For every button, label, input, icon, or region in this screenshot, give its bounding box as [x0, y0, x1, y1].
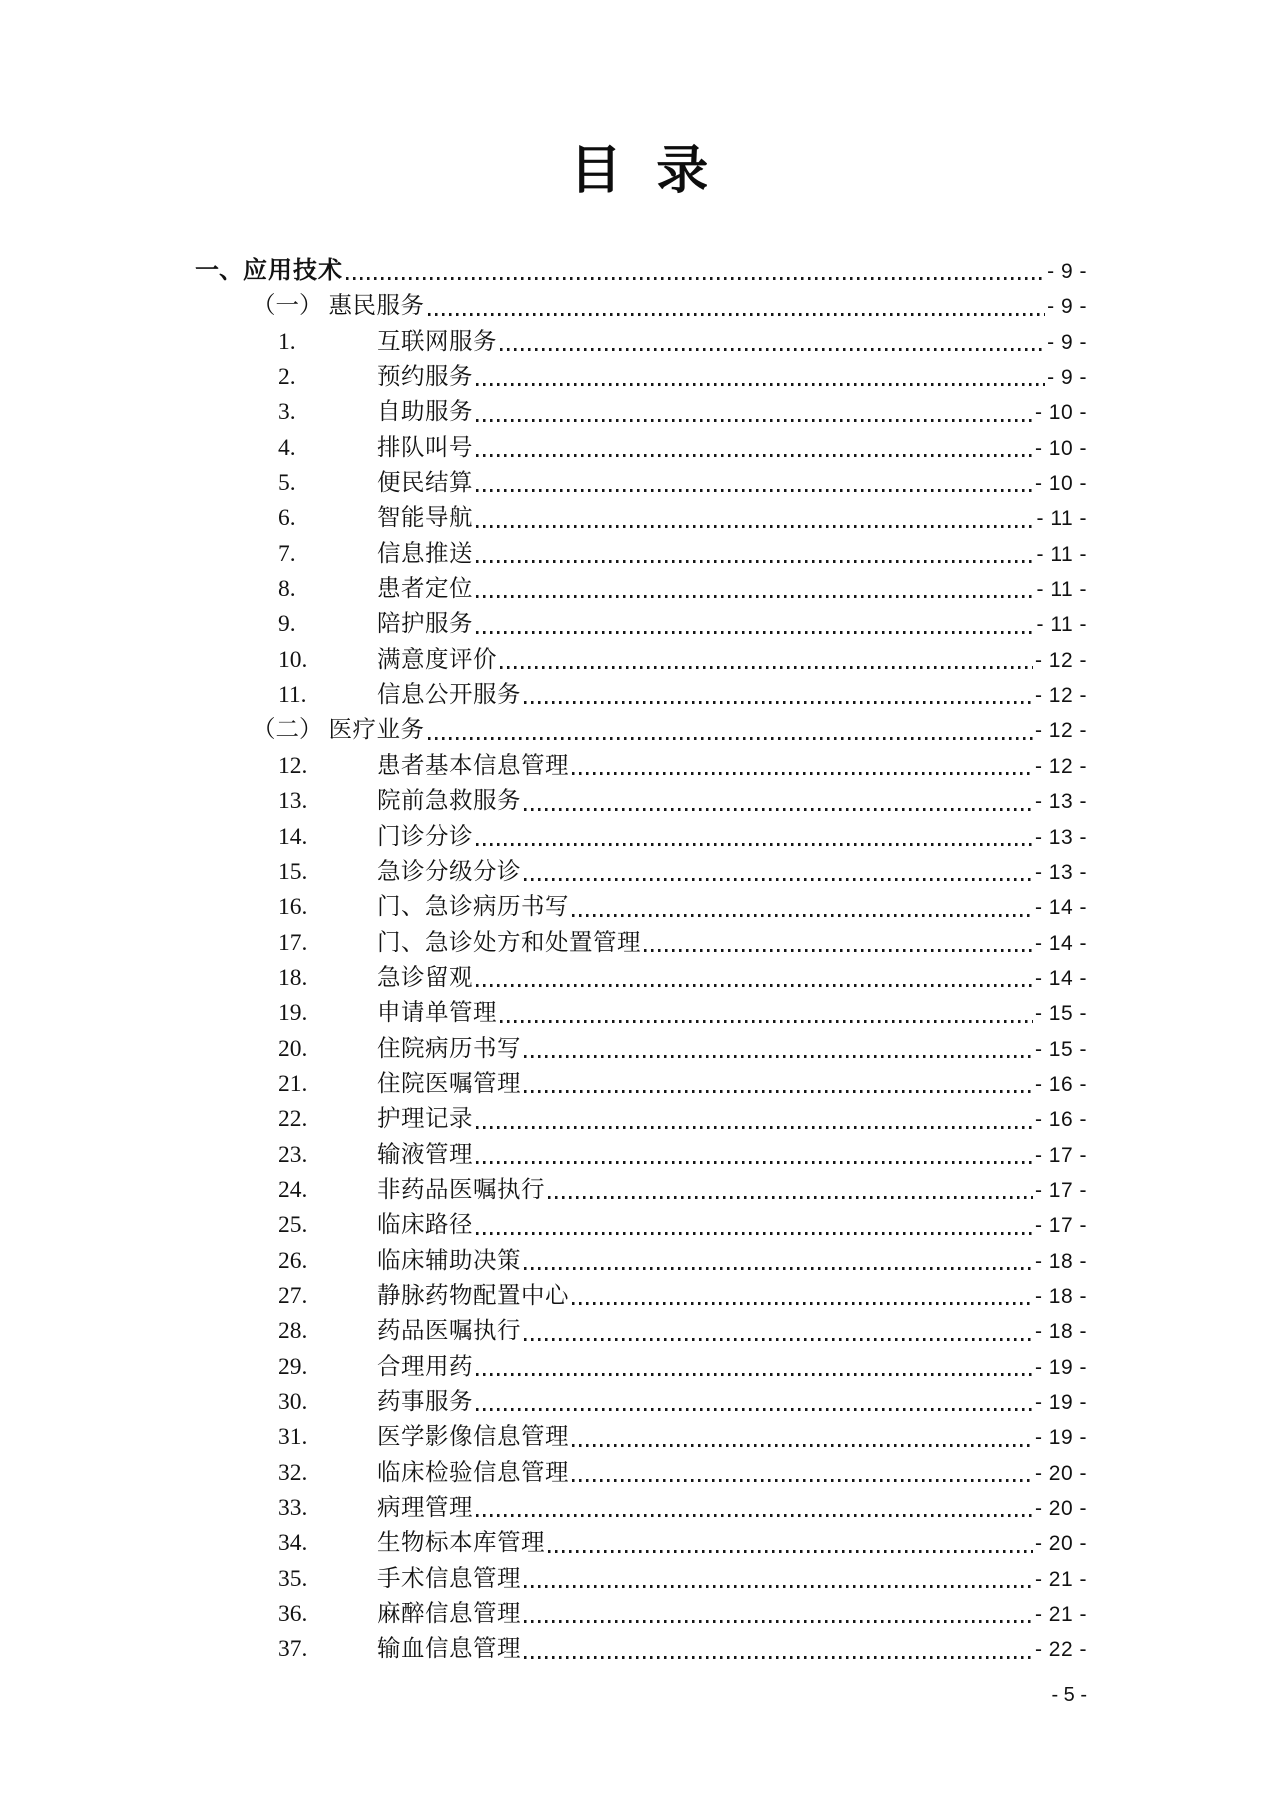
toc-entry-number: 9.	[278, 611, 296, 638]
toc-entry-page: - 21 -	[1034, 1603, 1087, 1627]
toc-entry-page: - 18 -	[1034, 1284, 1087, 1308]
toc-entry-page: - 13 -	[1034, 825, 1087, 849]
toc-entry-page: - 9 -	[1047, 295, 1087, 319]
dot-leader	[476, 984, 1033, 987]
dot-leader	[476, 383, 1045, 386]
toc-entry-page: - 12 -	[1034, 754, 1087, 778]
toc-entry-number: 21.	[278, 1070, 308, 1097]
dot-leader	[476, 1126, 1033, 1129]
toc-entry-title: 惠民服务	[328, 293, 425, 320]
dot-leader	[476, 631, 1035, 634]
toc-entry-number: 31.	[278, 1424, 308, 1451]
dot-leader	[524, 1585, 1033, 1588]
toc-entry[interactable]	[195, 784, 1087, 819]
toc-entry-title: 临床路径	[377, 1212, 473, 1239]
toc-entry-title: 信息公开服务	[377, 682, 521, 709]
toc-entry[interactable]	[195, 1350, 1087, 1385]
dot-leader	[476, 560, 1035, 563]
toc-entry[interactable]	[195, 289, 1087, 324]
toc-entry-page: - 10 -	[1034, 401, 1087, 425]
toc-entry[interactable]	[195, 1491, 1087, 1526]
toc-entry-number: 6.	[278, 505, 296, 532]
toc-entry-number: 14.	[278, 823, 308, 850]
toc-entry-title: 护理记录	[377, 1106, 473, 1133]
toc-entry-number: 7.	[278, 540, 296, 567]
toc-entry-number: 16.	[278, 894, 308, 921]
toc-entry-number: 33.	[278, 1495, 308, 1522]
dot-leader	[476, 595, 1035, 598]
toc-entry[interactable]	[195, 431, 1087, 466]
dot-leader	[476, 1373, 1033, 1376]
toc-entry[interactable]	[195, 926, 1087, 961]
dot-leader	[524, 808, 1033, 811]
toc-entry-page: - 9 -	[1047, 330, 1087, 354]
toc-entry-title: 医疗业务	[328, 717, 425, 744]
dot-leader	[476, 419, 1033, 422]
toc-entry[interactable]	[195, 961, 1087, 996]
toc-entry-page: - 16 -	[1034, 1072, 1087, 1096]
toc-entry[interactable]	[195, 1562, 1087, 1597]
toc-entry-title: 预约服务	[377, 364, 473, 391]
dot-leader	[476, 489, 1033, 492]
toc-entry-title: 患者定位	[377, 576, 473, 603]
toc-entry-number: （二）	[252, 717, 323, 744]
toc-entry-page: - 11 -	[1036, 542, 1087, 566]
toc-entry[interactable]	[195, 466, 1087, 501]
dot-leader	[572, 1302, 1033, 1305]
toc-entry-number: 35.	[278, 1565, 308, 1592]
toc-entry[interactable]	[195, 572, 1087, 607]
toc-entry-number: 30.	[278, 1389, 308, 1415]
toc-entry-number: 19.	[278, 1000, 308, 1027]
dot-leader	[346, 277, 1045, 280]
toc-entry-number: 22.	[278, 1106, 308, 1133]
toc-entry-title: 急诊留观	[377, 964, 473, 991]
toc-entry-title: 门、急诊病历书写	[377, 894, 569, 921]
toc-entry[interactable]	[195, 1420, 1087, 1455]
toc-entry-page: - 9 -	[1047, 260, 1087, 283]
toc-entry-title: 临床检验信息管理	[377, 1459, 569, 1486]
toc-entry-page: - 12 -	[1034, 719, 1087, 743]
toc-entry-page: - 14 -	[1034, 966, 1087, 990]
toc-entry-title: 门、急诊处方和处置管理	[377, 929, 641, 956]
dot-leader	[644, 949, 1033, 952]
toc-entry-page: - 10 -	[1034, 436, 1087, 460]
toc-entry-page: - 13 -	[1034, 790, 1087, 814]
toc-entry-title: 医学影像信息管理	[377, 1424, 569, 1451]
toc-entry[interactable]	[195, 1067, 1087, 1102]
toc-entry-page: - 22 -	[1034, 1638, 1087, 1662]
toc-entry[interactable]	[195, 1032, 1087, 1067]
dot-leader	[548, 1196, 1033, 1199]
dot-leader	[524, 1656, 1033, 1659]
toc-list	[195, 254, 1087, 1668]
toc-entry[interactable]	[195, 1526, 1087, 1561]
toc-entry-page: - 18 -	[1034, 1320, 1087, 1344]
toc-entry-title: 麻醉信息管理	[377, 1601, 521, 1628]
dot-leader	[572, 1444, 1033, 1447]
toc-entry-number: 28.	[278, 1318, 308, 1345]
toc-entry-page: - 15 -	[1034, 1037, 1087, 1061]
dot-leader	[428, 313, 1046, 316]
dot-leader	[524, 1090, 1033, 1093]
toc-entry-title: 信息推送	[377, 540, 473, 567]
dot-leader	[524, 878, 1033, 881]
toc-entry-number: 3.	[278, 399, 296, 426]
dot-leader	[500, 348, 1045, 351]
dot-leader	[524, 1620, 1033, 1623]
toc-entry-number: 4.	[278, 434, 296, 461]
toc-entry-page: - 16 -	[1034, 1108, 1087, 1132]
toc-entry-number: 一、	[195, 257, 243, 284]
toc-entry-page: - 13 -	[1034, 860, 1087, 884]
toc-entry[interactable]	[195, 1208, 1087, 1243]
toc-entry[interactable]	[195, 1314, 1087, 1349]
toc-entry-number: 13.	[278, 788, 308, 815]
dot-leader	[500, 1020, 1033, 1023]
toc-entry-page: - 11 -	[1036, 507, 1087, 531]
toc-entry-number: 37.	[278, 1636, 308, 1663]
toc-entry-title: 陪护服务	[377, 611, 473, 638]
toc-entry[interactable]	[195, 360, 1087, 395]
toc-entry-page: - 9 -	[1047, 366, 1087, 390]
toc-entry-title: 手术信息管理	[377, 1565, 521, 1592]
toc-entry[interactable]	[195, 749, 1087, 784]
toc-entry-title: 智能导航	[377, 505, 473, 532]
toc-entry[interactable]	[195, 820, 1087, 855]
toc-entry[interactable]	[195, 713, 1087, 748]
dot-leader	[548, 1550, 1033, 1553]
dot-leader	[476, 525, 1035, 528]
toc-entry-page: - 15 -	[1034, 1002, 1087, 1026]
toc-entry[interactable]	[195, 1173, 1087, 1208]
dot-leader	[476, 843, 1033, 846]
toc-entry[interactable]	[195, 996, 1087, 1031]
page-title: 目 录	[569, 142, 711, 200]
toc-entry[interactable]	[195, 325, 1087, 360]
toc-entry-number: 10.	[278, 646, 308, 673]
toc-entry-title: 合理用药	[377, 1353, 473, 1380]
toc-entry-page: - 17 -	[1034, 1214, 1087, 1238]
toc-entry-title: 满意度评价	[377, 646, 497, 673]
toc-entry-title: 药事服务	[377, 1389, 473, 1415]
footer-page-number: - 5 -	[1051, 1684, 1087, 1706]
toc-entry-page: - 14 -	[1034, 896, 1087, 920]
toc-entry-number: 11.	[278, 682, 307, 709]
toc-entry-page: - 20 -	[1034, 1497, 1087, 1521]
toc-entry-number: 5.	[278, 470, 296, 497]
toc-entry-number: 1.	[278, 328, 296, 355]
dot-leader	[476, 1161, 1033, 1164]
toc-entry-page: - 18 -	[1034, 1249, 1087, 1273]
dot-leader	[572, 1479, 1033, 1482]
toc-entry-page: - 11 -	[1036, 578, 1087, 602]
dot-leader	[476, 1514, 1033, 1517]
toc-entry-page: - 14 -	[1034, 931, 1087, 955]
toc-entry-page: - 20 -	[1034, 1461, 1087, 1485]
toc-entry-number: 20.	[278, 1035, 308, 1062]
toc-entry-number: 36.	[278, 1601, 308, 1628]
toc-entry[interactable]	[195, 1385, 1087, 1420]
toc-entry-page: - 19 -	[1034, 1391, 1087, 1414]
toc-entry-number: 12.	[278, 752, 308, 779]
toc-entry[interactable]	[195, 1279, 1087, 1314]
toc-entry[interactable]	[195, 537, 1087, 572]
toc-entry-title: 排队叫号	[377, 434, 473, 461]
toc-entry-number: 32.	[278, 1459, 308, 1486]
toc-entry[interactable]	[195, 607, 1087, 642]
dot-leader	[524, 1267, 1033, 1270]
toc-entry-page: - 10 -	[1034, 472, 1087, 496]
toc-entry-title: 住院医嘱管理	[377, 1070, 521, 1097]
dot-leader	[524, 701, 1033, 704]
toc-entry-title: 自助服务	[377, 399, 473, 426]
toc-entry-page: - 17 -	[1034, 1178, 1087, 1202]
toc-entry-title: 患者基本信息管理	[377, 752, 569, 779]
toc-entry-page: - 20 -	[1034, 1532, 1087, 1556]
toc-entry-number: 15.	[278, 858, 308, 885]
toc-entry[interactable]	[195, 1244, 1087, 1279]
toc-entry[interactable]	[195, 1632, 1087, 1667]
dot-leader	[572, 914, 1033, 917]
toc-entry-title: 非药品医嘱执行	[377, 1176, 545, 1203]
dot-leader	[524, 1055, 1033, 1058]
toc-entry[interactable]	[195, 1138, 1087, 1173]
dot-leader	[572, 772, 1033, 775]
toc-entry-title: 门诊分诊	[377, 823, 473, 850]
dot-leader	[476, 454, 1033, 457]
toc-entry-title: 申请单管理	[377, 1000, 497, 1027]
toc-entry-title: 输血信息管理	[377, 1636, 521, 1663]
toc-entry[interactable]	[195, 890, 1087, 925]
toc-entry[interactable]	[195, 855, 1087, 890]
toc-entry[interactable]	[195, 1456, 1087, 1491]
toc-entry-title: 输液管理	[377, 1141, 473, 1168]
toc-entry-page: - 12 -	[1034, 684, 1087, 708]
toc-entry-page: - 17 -	[1034, 1143, 1087, 1167]
dot-leader	[524, 1338, 1033, 1341]
toc-entry-title: 静脉药物配置中心	[377, 1282, 569, 1309]
toc-entry-title: 便民结算	[377, 470, 473, 497]
toc-entry-title: 临床辅助决策	[377, 1247, 521, 1274]
dot-leader	[476, 1232, 1033, 1235]
toc-entry-title: 病理管理	[377, 1495, 473, 1522]
toc-entry-number: 25.	[278, 1212, 308, 1239]
toc-entry[interactable]	[195, 254, 1087, 289]
toc-entry[interactable]	[195, 1597, 1087, 1632]
toc-entry-title: 应用技术	[243, 257, 343, 284]
toc-entry[interactable]	[195, 1102, 1087, 1137]
toc-entry-page: - 19 -	[1034, 1426, 1087, 1450]
toc-entry-number: 29.	[278, 1353, 308, 1380]
toc-entry[interactable]	[195, 501, 1087, 536]
toc-entry-page: - 21 -	[1034, 1567, 1087, 1591]
toc-entry-title: 住院病历书写	[377, 1035, 521, 1062]
toc-entry-number: 27.	[278, 1282, 308, 1309]
toc-entry-number: 23.	[278, 1141, 308, 1168]
toc-entry-number: （一）	[252, 293, 323, 320]
toc-entry-title: 药品医嘱执行	[377, 1318, 521, 1345]
toc-entry[interactable]	[195, 395, 1087, 430]
toc-entry-page: - 12 -	[1034, 648, 1087, 672]
toc-entry-number: 18.	[278, 964, 308, 991]
toc-entry-title: 互联网服务	[377, 328, 497, 355]
dot-leader	[500, 666, 1033, 669]
toc-entry-number: 24.	[278, 1176, 308, 1203]
toc-entry-number: 26.	[278, 1247, 308, 1274]
toc-entry-number: 17.	[278, 929, 308, 956]
toc-entry-number: 34.	[278, 1530, 308, 1557]
toc-entry-number: 8.	[278, 576, 296, 603]
toc-entry-title: 生物标本库管理	[377, 1530, 545, 1557]
toc-entry-title: 院前急救服务	[377, 788, 521, 815]
toc-entry[interactable]	[195, 678, 1087, 713]
toc-entry-number: 2.	[278, 364, 296, 391]
toc-entry-page: - 11 -	[1036, 613, 1087, 637]
toc-entry-page: - 19 -	[1034, 1355, 1087, 1379]
dot-leader	[476, 1408, 1033, 1411]
toc-entry-title: 急诊分级分诊	[377, 858, 521, 885]
dot-leader	[428, 737, 1033, 740]
toc-entry[interactable]	[195, 643, 1087, 678]
